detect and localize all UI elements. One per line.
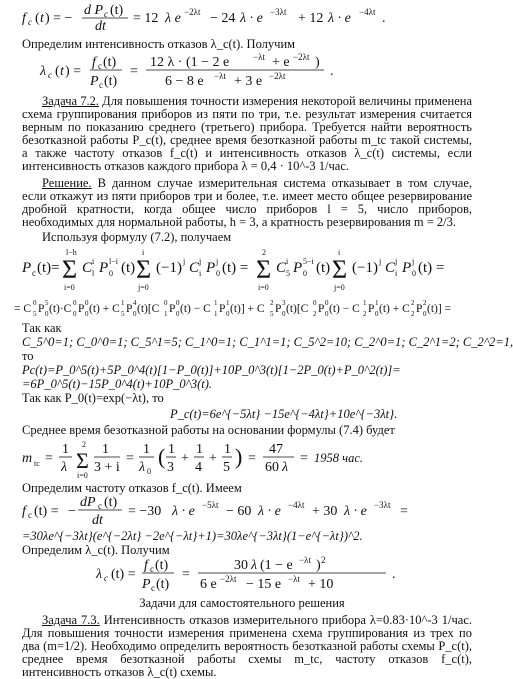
svg-text:1: 1: [375, 299, 379, 307]
svg-text:(t) =: (t) =: [222, 260, 249, 276]
svg-text:λ: λ: [251, 558, 258, 573]
svg-text:Σ: Σ: [76, 448, 89, 473]
svg-text:1: 1: [164, 310, 168, 318]
svg-text:P: P: [368, 303, 375, 315]
svg-text:c: c: [98, 501, 102, 511]
svg-text:j: j: [395, 257, 398, 266]
svg-text:1: 1: [168, 442, 175, 457]
svg-text:): ): [235, 444, 243, 469]
equation-pc-expanded: [14, 296, 480, 320]
equation-4-render: [14, 296, 480, 320]
svg-text:c: c: [150, 564, 154, 574]
svg-text:(t): (t): [104, 495, 118, 510]
svg-text:+ 30: + 30: [312, 504, 338, 519]
equation-mtc-render: [22, 438, 422, 480]
svg-text:0: 0: [325, 310, 329, 318]
svg-text:i=0: i=0: [258, 283, 269, 292]
svg-text:0: 0: [33, 299, 37, 307]
svg-text:+ e: + e: [272, 55, 290, 70]
svg-text:i: i: [338, 248, 341, 257]
svg-text:2: 2: [82, 440, 86, 449]
svg-text:(1 − e: (1 − e: [260, 558, 293, 573]
svg-text:j: j: [216, 257, 219, 266]
svg-text:c: c: [32, 268, 36, 278]
pc-line-2: =6P_0^5(t)−15P_0^4(t)+10P_0^3(t).: [22, 377, 213, 391]
svg-text:0: 0: [325, 299, 329, 307]
svg-text:): ): [316, 558, 321, 573]
svg-text:−3λt: −3λt: [270, 7, 287, 17]
svg-text:−2λt: −2λt: [293, 52, 310, 62]
svg-text:P: P: [219, 303, 226, 315]
task-7-2-text: Для повышения точности измерения некоторой величины применена схема группирования приборов из пяти по три, т.е. результат измерения считается верным по показанию среднего (третьего) прибора. Требуется найти вероятность безотказной работы P_c(t), среднее время безотказной работы m_tc такой системы, а также частоту отказов f_c(t) и интенсивность отказов λ_c(t) системы, если интенсивность отказов каждого прибора λ = 0,4 · 10^-3 1/час.: [22, 94, 473, 173]
svg-text:(t) − C: (t) − C: [329, 303, 360, 315]
text-then: то: [22, 349, 34, 363]
svg-text:1: 1: [363, 299, 367, 307]
svg-text:P: P: [142, 577, 151, 592]
svg-text:=: =: [182, 567, 190, 582]
svg-text:(t)] + C: (t)] + C: [230, 303, 265, 315]
intensity-intro: Определим λ_c(t). Получим: [22, 543, 170, 557]
svg-text:−λt: −λt: [299, 555, 311, 565]
svg-text:(t) + C: (t) + C: [379, 303, 410, 315]
svg-text:60: 60: [265, 460, 279, 475]
svg-text:5−i: 5−i: [303, 257, 314, 266]
svg-text:f: f: [144, 558, 148, 573]
svg-text:3 + i: 3 + i: [94, 460, 120, 475]
svg-text:+: +: [209, 451, 217, 466]
svg-text:c: c: [98, 61, 102, 71]
binomial-values: C_5^0=1; C_0^0=1; C_5^1=5; C_1^0=1; C_1^1=1; C_5^2=10; C_2^0=1; C_2^1=2; C_2^2=1,: [22, 335, 513, 349]
svg-text:P: P: [90, 74, 99, 89]
svg-text:2: 2: [313, 310, 317, 318]
svg-text:i: i: [286, 257, 289, 266]
svg-text:(t) =: (t) =: [418, 260, 445, 276]
svg-text:+: +: [181, 451, 189, 466]
svg-text:6 e: 6 e: [200, 577, 217, 592]
svg-text:0: 0: [423, 310, 427, 318]
svg-text:dt: dt: [92, 513, 103, 528]
task-7-3-text: Интенсивность отказов измерительного прибора λ=0.83·10^-3 1/час. Для повышения точности измерения применена схема группирования из трех по два (m=1/2). Необходимо определить вероятность безотказной работы схемы P_c(t), среднее время безотказной работы схемы m_tc, частоту отказов f_c(t), интенсивность отказов λ_c(t) схемы.: [22, 613, 472, 679]
svg-text:0: 0: [164, 299, 168, 307]
equation-lambda-c: [40, 52, 460, 90]
svg-text:c: c: [104, 573, 108, 583]
svg-text:P: P: [293, 260, 303, 276]
svg-text:5: 5: [223, 460, 230, 475]
svg-text:1: 1: [143, 442, 150, 457]
svg-text:0: 0: [133, 310, 137, 318]
svg-text:0: 0: [375, 310, 379, 318]
svg-text:−2λt: −2λt: [269, 71, 286, 81]
svg-text:2: 2: [321, 555, 326, 565]
svg-text:(t)·C: (t)·C: [49, 303, 72, 315]
svg-text:(t): (t): [103, 55, 117, 70]
equation-3-render: [22, 244, 477, 294]
svg-text:λ: λ: [40, 64, 47, 79]
svg-text:6 − 8 e: 6 − 8 e: [165, 74, 204, 89]
frequency-intro: Определим частоту отказов f_c(t). Имеем: [22, 481, 242, 495]
svg-text:c: c: [99, 80, 103, 90]
svg-text:P: P: [126, 303, 133, 315]
svg-text:C: C: [276, 260, 287, 276]
svg-text:C: C: [82, 260, 93, 276]
task-7-2-paragraph: [22, 95, 472, 173]
svg-text:0: 0: [176, 299, 180, 307]
svg-text:λ: λ: [282, 460, 289, 475]
svg-text:(: (: [55, 64, 60, 79]
svg-text:d P: d P: [84, 3, 104, 18]
svg-text:λ: λ: [61, 460, 68, 475]
svg-text:5: 5: [286, 269, 290, 278]
svg-text:−4λt: −4λt: [288, 500, 305, 510]
svg-text:i: i: [92, 257, 95, 266]
svg-text:0: 0: [282, 310, 286, 318]
svg-text:2: 2: [363, 310, 367, 318]
svg-text:Σ: Σ: [62, 255, 78, 284]
svg-text:12 λ · (1 − 2 e: 12 λ · (1 − 2 e: [150, 55, 230, 70]
pc-line-1: Pc(t)=P_0^5(t)+5P_0^4(t)[1−P_0(t)]+10P_0^3(t)[1−2P_0(t)+P_0^2(t)]=: [22, 363, 401, 377]
svg-text:2: 2: [262, 248, 266, 257]
svg-text:j=0: j=0: [138, 283, 149, 292]
svg-text:4: 4: [133, 299, 137, 307]
svg-text:.: .: [392, 567, 396, 582]
text-since-1: Так как: [22, 321, 62, 335]
svg-text:j: j: [199, 257, 202, 266]
svg-text:2: 2: [411, 299, 415, 307]
svg-text:λ · e: λ · e: [258, 504, 281, 519]
svg-text:): ): [315, 55, 320, 70]
svg-text:(t): (t): [316, 260, 331, 276]
equation-lambda-c-final: [96, 556, 466, 592]
svg-text:P: P: [22, 260, 32, 276]
svg-text:tc: tc: [34, 459, 40, 468]
solution-heading: Решение.: [42, 176, 92, 190]
svg-text:i=0: i=0: [77, 471, 88, 480]
pc-exponential: P_c(t)=6e^{−5λt} −15e^{−4λt}+10e^{−3λt}.: [170, 407, 398, 421]
svg-text:5: 5: [33, 310, 37, 318]
svg-text:5: 5: [270, 310, 274, 318]
svg-text:+ 12: + 12: [298, 11, 324, 26]
svg-text:(t) + C: (t) + C: [89, 303, 120, 315]
svg-text:−2λt: −2λt: [220, 574, 237, 584]
svg-text:Σ: Σ: [256, 255, 272, 284]
svg-text:−4λt: −4λt: [359, 7, 376, 17]
svg-text:0: 0: [73, 299, 77, 307]
svg-text:(t) =: (t) =: [34, 504, 59, 519]
svg-text:P: P: [402, 260, 412, 276]
equation-pc-sum: [22, 244, 477, 294]
svg-text:j: j: [183, 257, 186, 266]
svg-text:−3λt: −3λt: [374, 500, 391, 510]
equation-lambda-render: [96, 556, 466, 592]
svg-text:t: t: [40, 11, 44, 26]
svg-text:0: 0: [313, 299, 317, 307]
svg-text:1: 1: [121, 299, 125, 307]
svg-text:λ e: λ e: [165, 11, 181, 26]
svg-text:(t): (t): [155, 558, 169, 573]
svg-text:) = −: ) = −: [45, 11, 73, 26]
svg-text:+ 10: + 10: [308, 577, 334, 592]
svg-text:c: c: [28, 510, 32, 520]
svg-text:1: 1: [102, 442, 109, 457]
svg-text:j: j: [412, 257, 415, 266]
equation-2-render: [40, 52, 460, 90]
svg-text:C: C: [385, 260, 396, 276]
svg-text:1: 1: [224, 442, 231, 457]
svg-text:λ: λ: [96, 567, 103, 582]
svg-text:5: 5: [121, 310, 125, 318]
svg-text:λ · e: λ · e: [328, 11, 351, 26]
text-since-2: Так как P_0(t)=exp(−λt), то: [22, 391, 164, 405]
svg-text:1: 1: [226, 299, 230, 307]
svg-text:0: 0: [45, 310, 49, 318]
svg-text:P: P: [169, 303, 176, 315]
svg-text:(t)=: (t)=: [37, 260, 60, 276]
svg-text:dt: dt: [95, 19, 106, 34]
svg-text:(−1): (−1): [156, 260, 182, 276]
svg-text:c: c: [48, 70, 52, 80]
svg-text:0: 0: [226, 310, 230, 318]
svg-text:0: 0: [412, 269, 416, 278]
equation-fc-derivative: [22, 2, 467, 32]
svg-text:− 24: − 24: [210, 11, 236, 26]
svg-text:f: f: [22, 11, 26, 26]
task-7-3-paragraph: [22, 613, 472, 679]
svg-text:= C: = C: [14, 303, 32, 315]
svg-text:(t): (t): [110, 3, 124, 18]
svg-text:4: 4: [195, 460, 202, 475]
svg-text:P: P: [416, 303, 423, 315]
svg-text:1: 1: [196, 442, 203, 457]
svg-text:P: P: [206, 260, 216, 276]
mean-time-intro: Среднее время безотказной работы на основании формулы (7.4) будет: [22, 423, 395, 437]
svg-text:1: 1: [214, 299, 218, 307]
svg-text:−λt: −λt: [288, 574, 300, 584]
section-heading: Задачи для самостоятельного решения: [139, 596, 345, 610]
svg-text:t: t: [60, 64, 64, 79]
svg-text:i: i: [142, 248, 145, 257]
svg-text:0: 0: [216, 269, 220, 278]
svg-text:(t)] =: (t)] =: [427, 303, 452, 315]
svg-text:C: C: [189, 260, 200, 276]
text-define-intensity: Определим интенсивность отказов λ_c(t). Получим: [22, 37, 296, 51]
svg-text:c: c: [104, 9, 108, 19]
svg-text:(: (: [35, 11, 40, 26]
svg-text:−: −: [68, 504, 76, 519]
svg-text:−λt: −λt: [253, 52, 265, 62]
svg-text:= 12: = 12: [133, 11, 159, 26]
svg-text:(: (: [158, 444, 166, 469]
svg-text:− 15 e: − 15 e: [246, 577, 282, 592]
svg-text:30: 30: [234, 558, 248, 573]
svg-text:) =: ) =: [65, 64, 82, 79]
svg-text:i=0: i=0: [64, 283, 75, 292]
task-7-3-heading: Задача 7.3.: [42, 613, 100, 627]
svg-text:−λt: −λt: [214, 71, 226, 81]
svg-text:(t): (t): [104, 74, 118, 89]
equation-mtc: [22, 438, 422, 480]
svg-text:P: P: [78, 303, 85, 315]
svg-text:dP: dP: [80, 495, 96, 510]
svg-text:47: 47: [269, 442, 283, 457]
svg-text:=: =: [400, 504, 408, 519]
svg-text:λ · e: λ · e: [240, 11, 263, 26]
solution-paragraph: [22, 177, 472, 229]
svg-text:=: =: [300, 451, 308, 466]
svg-text:.: .: [382, 11, 386, 26]
svg-text:c: c: [151, 583, 155, 593]
svg-text:=: =: [248, 451, 256, 466]
svg-text:(t): (t): [156, 577, 170, 592]
svg-text:0: 0: [147, 467, 151, 476]
svg-text:=: =: [126, 451, 134, 466]
svg-text:c: c: [28, 17, 32, 27]
svg-text:(t): (t): [121, 260, 136, 276]
svg-text:(t)[C: (t)[C: [286, 303, 309, 315]
svg-text:2: 2: [423, 299, 427, 307]
task-7-2-heading: Задача 7.2.: [42, 94, 99, 108]
svg-text:= −30: = −30: [128, 504, 162, 519]
svg-text:3: 3: [282, 299, 286, 307]
svg-text:0: 0: [109, 269, 113, 278]
svg-text:2: 2: [411, 310, 415, 318]
svg-text:m: m: [22, 451, 33, 466]
svg-text:3: 3: [167, 460, 174, 475]
formula-intro: Используя формулу (7.2), получаем: [42, 230, 232, 244]
svg-text:=: =: [45, 451, 53, 466]
svg-text:0: 0: [303, 269, 307, 278]
svg-text:l: l: [92, 269, 95, 278]
svg-text:−2λt: −2λt: [184, 7, 201, 17]
svg-text:.: .: [330, 64, 334, 79]
svg-text:+ 3 e: + 3 e: [234, 74, 263, 89]
svg-text:f: f: [22, 504, 26, 519]
svg-text:0: 0: [85, 310, 89, 318]
svg-text:5: 5: [45, 299, 49, 307]
svg-text:λ · e: λ · e: [344, 504, 367, 519]
solution-text: В данном случае измерительная система отказывает в том случае, если откажут из пяти приборов три и более, т.е. имеет место общее резервирование дробной кратности, когда общее число приборов l = 5, число приборов, необходимых для нормальной работы, h = 3, а кратность резервирования m = 2/3.: [22, 176, 472, 229]
svg-text:l−i: l−i: [109, 257, 118, 266]
equation-fc: [22, 494, 477, 528]
svg-text:0: 0: [85, 299, 89, 307]
svg-text:(t)[C: (t)[C: [137, 303, 160, 315]
svg-text:λ · e: λ · e: [172, 504, 195, 519]
svg-text:j: j: [379, 257, 382, 266]
svg-text:(−1): (−1): [352, 260, 378, 276]
svg-text:i: i: [199, 269, 202, 278]
svg-text:j=0: j=0: [334, 283, 345, 292]
svg-text:P: P: [38, 303, 45, 315]
svg-text:0: 0: [73, 310, 77, 318]
svg-text:Σ: Σ: [332, 255, 348, 284]
svg-text:−5λt: −5λt: [202, 500, 219, 510]
svg-text:(t) =: (t) =: [111, 567, 136, 582]
svg-text:i: i: [395, 269, 398, 278]
svg-text:1958 час.: 1958 час.: [314, 451, 364, 465]
svg-text:f: f: [92, 55, 96, 70]
equation-fc-render: [22, 494, 477, 528]
svg-text:1: 1: [62, 442, 69, 457]
svg-text:(t) − C: (t) − C: [180, 303, 211, 315]
svg-text:P: P: [99, 260, 109, 276]
svg-text:2: 2: [270, 299, 274, 307]
svg-text:− 60: − 60: [226, 504, 252, 519]
svg-text:P: P: [275, 303, 282, 315]
fc-result: =30λe^{−3λt}(e^{−2λt} −2e^{−λt}+1)=30λe^{−3λt}(1−e^{−λt})^2.: [22, 529, 363, 543]
svg-text:l−h: l−h: [66, 248, 77, 257]
svg-text:Σ: Σ: [136, 255, 152, 284]
svg-text:0: 0: [176, 310, 180, 318]
svg-text:λ: λ: [139, 460, 146, 475]
svg-text:=: =: [130, 64, 138, 79]
svg-text:P: P: [318, 303, 325, 315]
equation-1-render: [22, 2, 467, 32]
svg-text:1: 1: [214, 310, 218, 318]
